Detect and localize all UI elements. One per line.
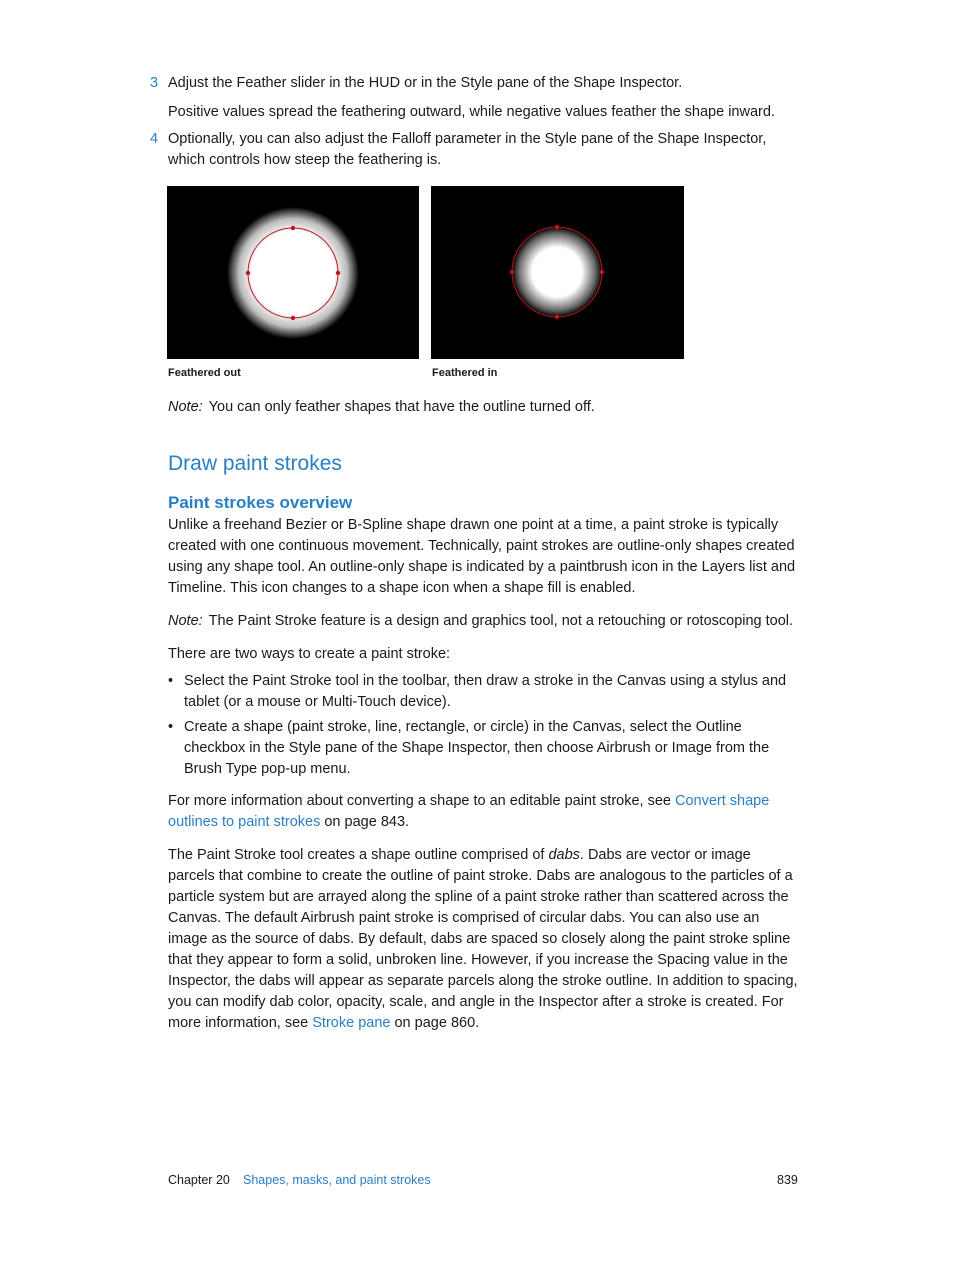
bullet-dot: •: [168, 719, 174, 735]
bullet-dot: •: [168, 673, 174, 689]
text-run: . Dabs are vector or image parcels that combine to create the outline of paint stroke. Dabs are analogous to the particles of a particle system but are arrayed along the spline of a paint stroke rather than scattered across the Canvas. The default Airbrush paint stroke is comprised of circular dabs. You can also use an image as the source of dabs. By default, dabs are spaced so closely along the paint stroke spline that they appear to form a solid, unbroken line. However, if you increase the Spacing value in the Inspector, the dabs will appear as separate parcels along the stroke outline. In addition to spacing, you can modify dab color, opacity, scale, and angle in the Inspector after a stroke is created. For more information, see: [168, 847, 798, 1031]
note-text: The Paint Stroke feature is a design and graphics tool, not a retouching or rotoscoping tool.: [208, 613, 794, 629]
step-text: Adjust the Feather slider in the HUD or in the Style pane of the Shape Inspector.: [168, 75, 683, 91]
subsection-title: Paint strokes overview: [168, 493, 353, 512]
feathered-in-image: [431, 186, 684, 359]
overview-paragraph: Unlike a freehand Bezier or B-Spline shape drawn one point at a time, a paint stroke is typically created with one continuous movement. Technically, paint strokes are outline-only shapes created using any shape tool. An outline-only shape is indicated by a paintbrush icon in the Layers list and Timeline. This icon changes to a shape icon when a shape fill is enabled.: [168, 517, 796, 596]
more-info-paragraph: [168, 791, 800, 833]
ways-intro: There are two ways to create a paint stroke:: [168, 646, 451, 662]
text-run: The Paint Stroke tool creates a shape outline comprised of: [168, 847, 549, 863]
text-run: on page 860.: [390, 1015, 480, 1031]
step-number: 4: [150, 131, 159, 147]
emphasis-dabs: dabs: [548, 847, 580, 863]
link-stroke-pane[interactable]: Stroke pane: [312, 1015, 391, 1031]
footer-page-number: 839: [777, 1173, 798, 1187]
note-paint-stroke: [168, 611, 800, 632]
note-label: Note:: [168, 399, 203, 415]
link-convert-shape-outlines[interactable]: Convert shape outlines to paint strokes: [168, 793, 770, 830]
note-label: Note:: [168, 613, 203, 629]
note-text: You can only feather shapes that have the outline turned off.: [208, 399, 595, 415]
step-number: 3: [150, 75, 159, 91]
text-run: on page 843.: [320, 814, 410, 830]
figure-caption-feathered-out: Feathered out: [168, 367, 241, 379]
note-feather: [168, 397, 800, 418]
bullet-text: Create a shape (paint stroke, line, rectangle, or circle) in the Canvas, select the Outline checkbox in the Style pane of the Shape Inspector, then choose Airbrush or Image from the Brush Type pop-up menu.: [184, 719, 770, 777]
step-text: Optionally, you can also adjust the Falloff parameter in the Style pane of the Shape Inspector, which controls how steep the feathering is.: [168, 131, 767, 168]
section-title: Draw paint strokes: [168, 452, 342, 475]
feathered-out-image: [167, 186, 419, 359]
footer-chapter-title-link[interactable]: Shapes, masks, and paint strokes: [243, 1173, 431, 1187]
figure-caption-feathered-in: Feathered in: [432, 367, 498, 379]
dabs-paragraph: [168, 845, 800, 1034]
bullet-text: Select the Paint Stroke tool in the toolbar, then draw a stroke in the Canvas using a stylus and tablet (or a mouse or Multi-Touch device).: [184, 673, 787, 710]
footer-chapter: Chapter 20: [168, 1173, 230, 1187]
text-run: For more information about converting a shape to an editable paint stroke, see: [168, 793, 675, 809]
step-3-detail: Positive values spread the feathering outward, while negative values feather the shape inward.: [168, 104, 775, 120]
